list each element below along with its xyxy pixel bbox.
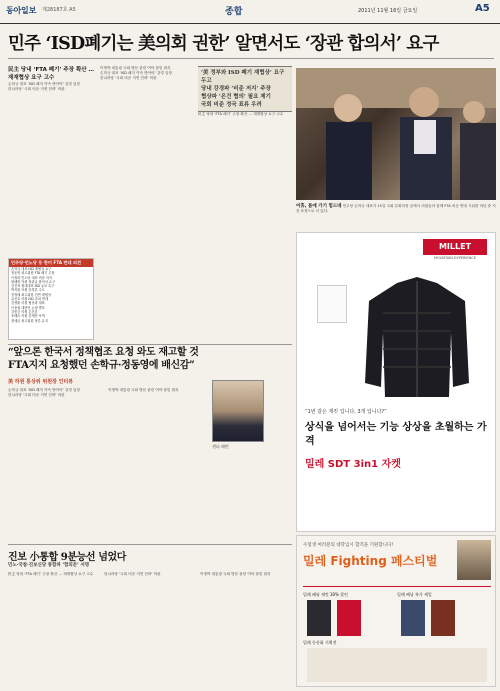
article-subhead: 民主 당내 ‘FTA 폐기’ 주장 확산 … 재재협상 요구 고수	[8, 67, 95, 81]
info-box-row: 정동영 최고위원 FTA 폐기 주장	[11, 271, 55, 276]
headline-divider	[8, 58, 494, 59]
ad-product-name: 밀레 SDT 3in1 자켓	[305, 459, 401, 470]
info-box-row: 천정배 최고위원 전면 재협상	[11, 292, 51, 297]
section-title: 종합	[225, 7, 243, 17]
ad-product-image	[337, 600, 361, 636]
edition-label: 제28187호 A5	[42, 7, 76, 13]
info-box-title: 민주당·민노당 등 한미 FTA 반대 의견	[9, 259, 93, 267]
section-divider	[8, 344, 292, 345]
info-box-row: 이정희 민노당 대표 비준 저지	[11, 275, 53, 280]
portrait-caption: 샌더 레빈	[212, 444, 229, 449]
article-column-3	[198, 66, 292, 340]
pull-quote: 협상파 ‘온건 협의’ 필요 제기	[201, 94, 271, 100]
section-divider	[8, 544, 292, 545]
info-box-row: 원혜영 의원 장관급 합의서 요구	[11, 279, 56, 284]
ad-headline: 상식을 넘어서는 기능 상상을 초월하는 가격	[305, 422, 487, 447]
interview-headline-line1: “앞으론 한국서 정책협조 요청 와도 재고할 것	[8, 347, 199, 358]
main-headline: 민주 ‘ISD폐기는 美의회 권한’ 알면서도 ‘장관 합의서’ 요구	[8, 34, 439, 54]
issue-date: 2011년 11월 16일 금요일	[358, 8, 418, 14]
millet-festival-ad[interactable]	[296, 535, 496, 687]
lower-story-column-1	[8, 572, 100, 687]
ad-item[interactable]: 밀레 등산화 기획전	[303, 640, 337, 645]
ad-product-image	[431, 600, 455, 636]
ad-model-photo	[457, 540, 491, 580]
interview-column-1	[8, 388, 104, 538]
ad-divider	[303, 586, 491, 587]
interview-headline	[8, 346, 294, 372]
ad-product-image	[401, 600, 425, 636]
article-paragraph: 이명박 대통령 국회 방문 관련 여야 물밑 접촉	[200, 572, 271, 576]
info-box-row: 유선호 의원 ISD 존치 반대	[11, 297, 49, 302]
lower-story-headline: 진보 小통합 9분능선 넘었다	[8, 552, 127, 563]
ad-tagline: MOUNTAIN EXPERIENCE	[434, 256, 476, 260]
info-box	[8, 258, 94, 340]
info-box-row: 김영환 의원 협상파 대표	[11, 301, 45, 306]
pull-quote: 당내 강경파 ‘비준 저지’ 주장	[201, 86, 271, 92]
ad-product-strip	[307, 648, 487, 682]
info-box-row: 이용섭 대변인 논평 발표	[11, 305, 45, 310]
info-box-row: 조배숙 의원 중재안 모색	[11, 314, 45, 319]
info-box-row: 손학규 대표 ISD 재협상 요구	[11, 267, 52, 271]
millet-jacket-ad[interactable]	[296, 232, 496, 532]
pull-quote-box	[198, 66, 292, 112]
article-column-2	[100, 66, 194, 340]
article-paragraph: 손학규 대표 ‘ISD 폐지 약속 받아야’ 강경 입장	[8, 388, 80, 392]
ad-coupon-icon	[317, 285, 347, 323]
ad-lead: 수험생 여러분의 대학입시 합격을 기원합니다!	[303, 543, 394, 548]
article-paragraph: 손학규 대표 ‘ISD 폐지 약속 받아야’ 강경 입장	[100, 71, 172, 76]
news-photo	[296, 68, 496, 200]
article-paragraph: 民主 당내 ‘FTA 폐기’ 주장 확산 … 재재협상 요구 고수	[8, 572, 94, 576]
page-number: A5	[475, 3, 490, 14]
info-box-row: 김진표 원내대표 ISD 유보 촉구	[11, 284, 55, 289]
newspaper-brand: 동아일보	[6, 6, 37, 15]
interview-column-2	[108, 388, 204, 538]
jacket-icon	[357, 273, 477, 403]
info-box-row: 박지원 의원 강경론 주도	[11, 288, 45, 293]
lower-story-subtitle: 민노·국참·진보신당 통합파 ‘합의문’ 서명	[8, 563, 90, 568]
article-paragraph: 한나라당 ‘국회 비준 지연 전략’ 비판	[8, 87, 65, 92]
article-column-1	[8, 66, 96, 254]
article-paragraph: 民主 당내 ‘FTA 폐기’ 주장 확산 … 재재협상 요구 고수	[198, 112, 284, 116]
lower-story-column-2	[104, 572, 196, 687]
ad-item[interactable]: 밀레 배낭 특가 세일	[397, 592, 432, 597]
article-paragraph: 한나라당 ‘국회 비준 지연 전략’ 비판	[100, 76, 157, 81]
info-box-row: 정세균 최고위원 당론 유지	[11, 318, 48, 323]
article-paragraph: 이명박 대통령 국회 방문 관련 여야 물밑 접촉	[100, 66, 171, 70]
millet-logo: MILLET	[423, 239, 487, 255]
pull-quote: 국회 비준 정국 표류 우려	[201, 102, 262, 108]
masthead	[0, 0, 500, 24]
article-paragraph: 한나라당 ‘국회 비준 지연 전략’ 비판	[8, 393, 65, 398]
interviewee-portrait	[212, 380, 264, 442]
info-box-row: 강봉균 의원 온건론	[11, 309, 38, 314]
ad-festival-title: 밀레 Fighting 페스티벌	[303, 554, 438, 568]
article-paragraph: 이명박 대통령 국회 방문 관련 여야 물밑 접촉	[108, 388, 179, 392]
photo-caption	[296, 204, 496, 214]
ad-product-image	[307, 600, 331, 636]
article-paragraph: 한나라당 ‘국회 비준 지연 전략’ 비판	[104, 572, 161, 576]
photo-illustration	[296, 68, 496, 200]
interview-headline-line2: FTA지지 요청했던 손학규·정동영에 배신감”	[8, 360, 195, 371]
interview-subtitle: 美 하원 통상위 위원장 인터뷰	[8, 379, 74, 385]
caption-title: 어휴, 몸에 가기 힘드네	[296, 204, 342, 209]
ad-item[interactable]: 밀레 패딩 재킷 30% 할인	[303, 592, 348, 597]
pull-quote: ‘美 정부와 ISD 폐기 재협상’ 요구 두고	[201, 70, 285, 84]
lower-story-column-3	[200, 572, 292, 687]
article-paragraph: 손학규 대표 ‘ISD 폐지 약속 받아야’ 강경 입장	[8, 82, 80, 86]
ad-small-headline: “1번 같은 재킷 입니다, 3개 입니다?”	[305, 409, 387, 415]
caption-text: 민주당 손학규 대표가 15일 국회 본회의장 앞에서 의원들과 함께 FTA 비준 반대 시위를 하던 중 지친 표정으로 서 있다.	[296, 204, 496, 213]
